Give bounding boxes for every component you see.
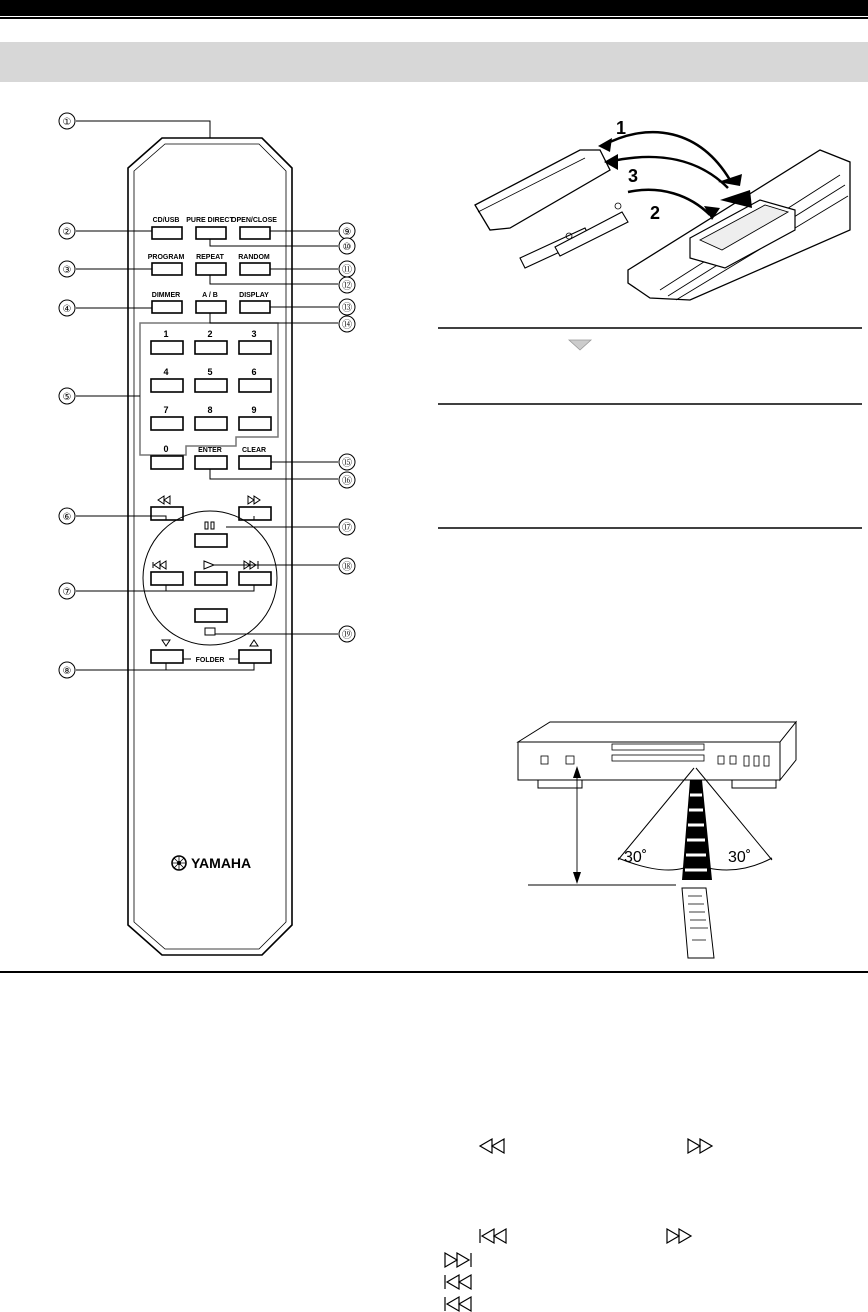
callout-13: ⑬ [342,303,352,314]
play-button[interactable] [195,572,227,585]
search-backward-button[interactable] [151,507,183,520]
skip-forward-button[interactable] [239,572,271,585]
digit-6-button[interactable] [239,379,271,392]
digit-3-button[interactable] [239,341,271,354]
triangle-mark-icon [569,340,591,350]
angle-left-label: 30˚ [624,849,648,866]
digit-9-button[interactable] [239,417,271,430]
dimmer-label: DIMMER [151,292,181,299]
digit-4-button[interactable] [151,379,183,392]
digit-7-label: 7 [163,405,169,415]
folder-up-button[interactable] [239,650,271,663]
step-2-label: 2 [650,203,661,223]
callout-2: ② [62,227,72,238]
search-forward-icon [688,1139,712,1153]
digit-1-button[interactable] [151,341,183,354]
display-label: DISPLAY [239,292,269,299]
skip-backward-button[interactable] [151,572,183,585]
skip-backward-icon [480,1229,506,1243]
skip-forward-icon-text [667,1229,691,1243]
callout-3: ③ [62,265,72,276]
callouts-left [59,113,75,678]
digit-0-button[interactable] [151,456,183,469]
pause-button[interactable] [195,534,227,547]
callout-4: ④ [62,304,72,315]
folder-label: FOLDER [195,657,225,664]
dimmer-button[interactable] [152,301,182,313]
callout-5: ⑤ [62,392,72,403]
callout-14: ⑭ [342,320,352,331]
repeat-label: REPEAT [196,254,224,261]
battery-installation-illustration [475,118,850,300]
ab-label: A / B [202,292,218,299]
open-close-button[interactable] [240,227,270,239]
digit-4-label: 4 [163,367,169,377]
random-label: RANDOM [238,254,270,261]
open-close-label: OPEN/CLOSE [231,217,277,224]
callout-8: ⑧ [62,666,72,677]
callout-12: ⑫ [342,281,352,292]
folder-down-button[interactable] [151,650,183,663]
digit-3-label: 3 [251,329,257,339]
skip-back-icon-text [445,1275,471,1289]
pure-direct-button[interactable] [196,227,226,239]
repeat-button[interactable] [196,263,226,275]
search-forward-button[interactable] [239,507,271,520]
digit-2-button[interactable] [195,341,227,354]
callout-7: ⑦ [62,587,72,598]
cd-usb-label: CD/USB [152,217,180,224]
callout-15: ⑮ [342,458,352,469]
digit-7-button[interactable] [151,417,183,430]
digit-9-label: 9 [251,405,257,415]
callouts-right [339,223,355,642]
cd-usb-button[interactable] [152,227,182,239]
digit-2-label: 2 [207,329,213,339]
clear-label: CLEAR [241,447,267,454]
digit-5-button[interactable] [195,379,227,392]
digit-8-button[interactable] [195,417,227,430]
digit-8-label: 8 [207,405,213,415]
callout-9: ⑨ [342,227,352,238]
angle-right-label: 30˚ [728,849,752,866]
digit-6-label: 6 [251,367,257,377]
program-label: PROGRAM [147,254,185,261]
fast-forward-icon-text [445,1253,471,1267]
clear-button[interactable] [239,456,271,469]
display-button[interactable] [240,301,270,313]
callout-11: ⑪ [342,265,352,276]
stop-button[interactable] [195,609,227,622]
operating-range-illustration [518,722,796,958]
step-1-label: 1 [616,118,627,138]
callout-1: ① [62,117,72,128]
callout-19: ⑲ [342,630,352,641]
pure-direct-label: PURE DIRECT [186,217,234,224]
step-3-label: 3 [628,166,639,186]
enter-button[interactable] [195,456,227,469]
brand-wordmark: YAMAHA [191,855,252,871]
callout-6: ⑥ [62,512,72,523]
digit-0-label: 0 [163,444,169,454]
ab-button[interactable] [196,301,226,313]
callout-16: ⑯ [342,476,352,487]
enter-label: ENTER [198,447,222,454]
callout-18: ⑱ [342,562,352,573]
yamaha-logo [172,855,251,871]
callout-10: ⑩ [342,242,352,253]
random-button[interactable] [240,263,270,275]
search-backward-icon [480,1139,504,1153]
digit-5-label: 5 [207,367,213,377]
skip-back-icon-text-2 [445,1297,471,1311]
digit-1-label: 1 [163,329,169,339]
program-button[interactable] [152,263,182,275]
callout-17: ⑰ [342,523,352,534]
